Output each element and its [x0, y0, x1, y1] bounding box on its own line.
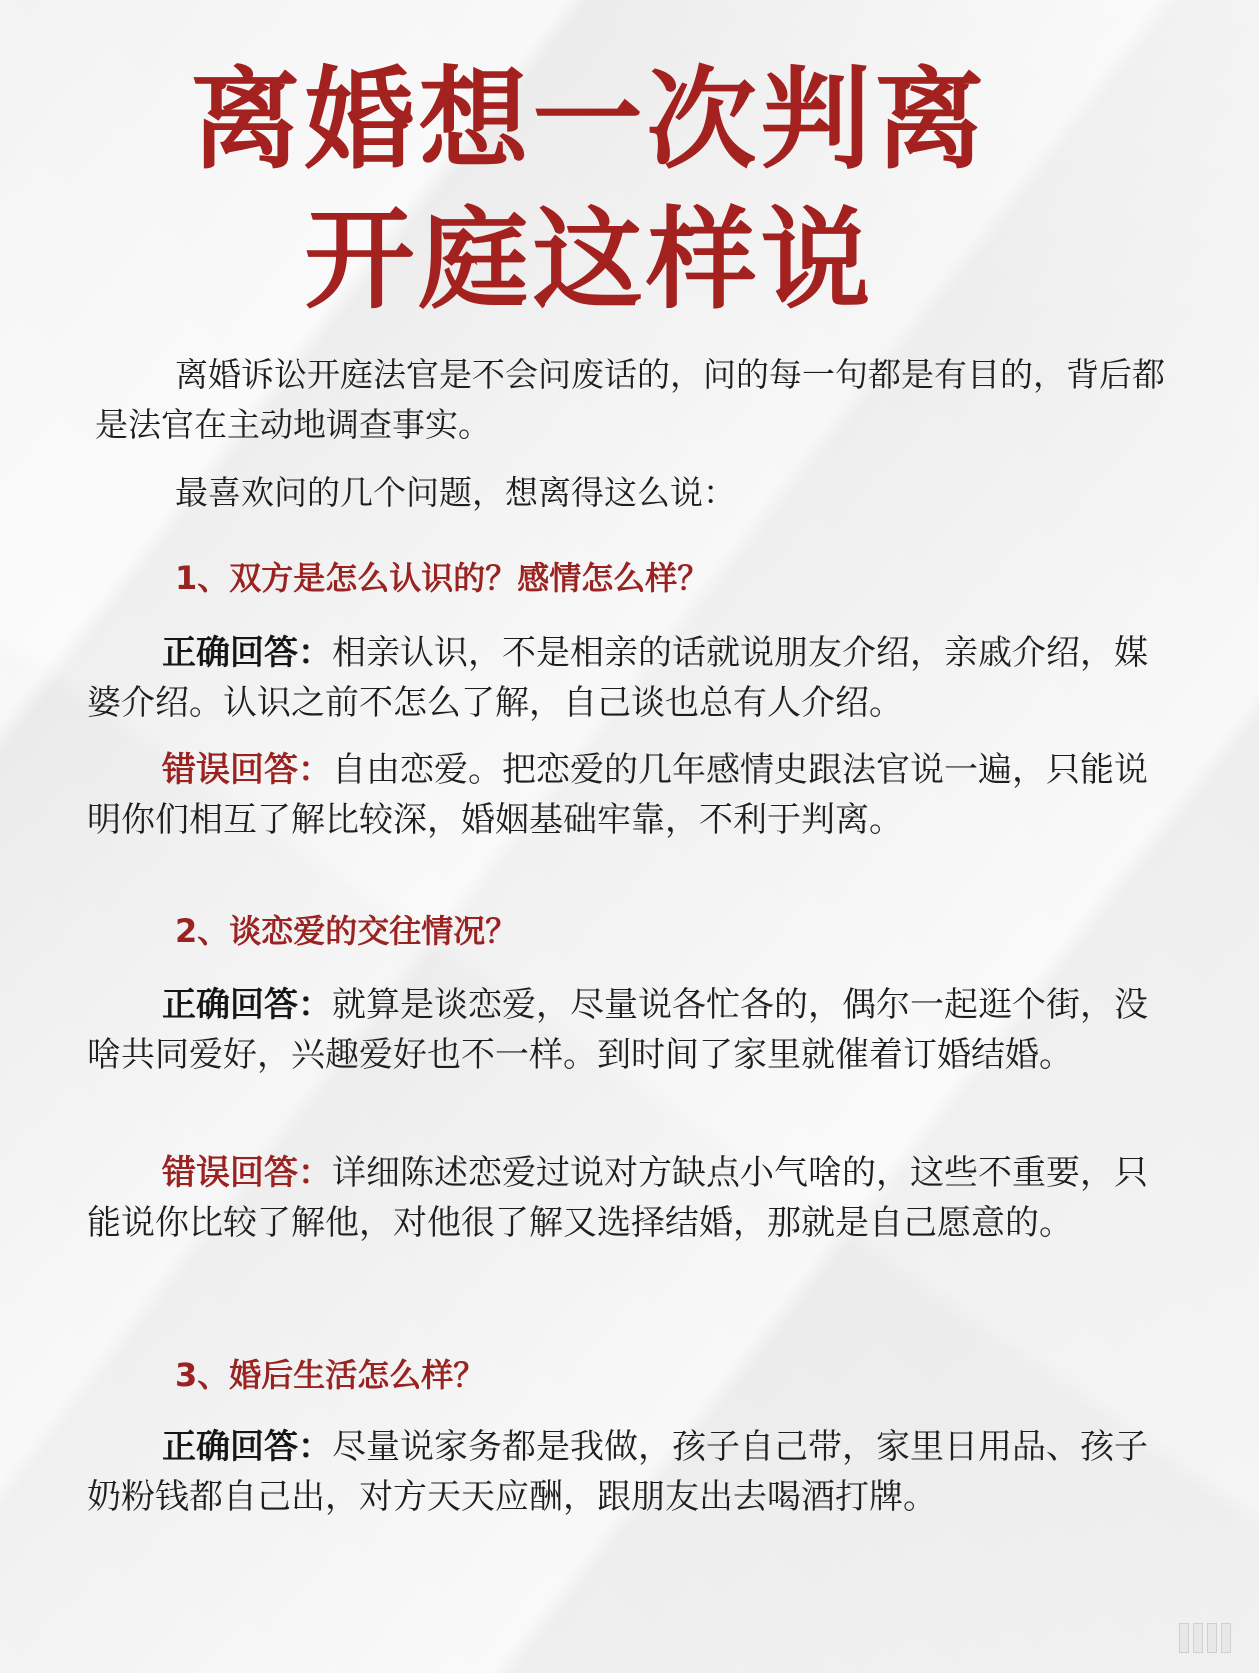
question-3-heading: 3、婚后生活怎么样？: [175, 1356, 486, 1394]
watermark-bar: [1179, 1623, 1189, 1653]
correct-answer-label: 正确回答：: [162, 633, 332, 673]
question-2-heading: 2、谈恋爱的交往情况？: [175, 912, 518, 950]
watermark-mark: [1179, 1623, 1231, 1653]
question-1-wrong-answer: [87, 745, 1167, 845]
watermark-bar: [1207, 1623, 1217, 1653]
question-1-correct-answer: [87, 628, 1167, 728]
intro-lead: 最喜欢问的几个问题，想离得这么说：: [175, 473, 736, 512]
question-2-correct-answer: [87, 980, 1167, 1080]
watermark-bar: [1221, 1623, 1231, 1653]
question-3-correct-answer: [87, 1422, 1167, 1522]
wrong-answer-label: 错误回答：: [162, 750, 332, 790]
watermark-bar: [1193, 1623, 1203, 1653]
wrong-answer-label: 错误回答：: [162, 1153, 332, 1193]
question-1-heading: 1、双方是怎么认识的？感情怎么样？: [175, 559, 710, 597]
page-title-line-1: 离婚想一次判离: [190, 55, 989, 184]
question-2-wrong-answer: [87, 1148, 1167, 1248]
wrong-answer-text: 详细陈述恋爱过说对方缺点小气啥的，这些不重要，只能说你比较了解他，对他很了解又选择结婚，那就是自己愿意的。: [87, 1153, 1148, 1243]
correct-answer-text: 尽量说家务都是我做，孩子自己带，家里日用品、孩子奶粉钱都自己出，对方天天应酬，跟朋友出去喝酒打牌。: [87, 1427, 1148, 1517]
page-title-line-2: 开庭这样说: [304, 195, 875, 324]
wrong-answer-text: 自由恋爱。把恋爱的几年感情史跟法官说一遍，只能说明你们相互了解比较深，婚姻基础牢靠，不利于判离。: [87, 750, 1148, 840]
correct-answer-label: 正确回答：: [162, 1427, 332, 1467]
correct-answer-text: 相亲认识，不是相亲的话就说朋友介绍，亲戚介绍，媒婆介绍。认识之前不怎么了解，自己谈也总有人介绍。: [87, 633, 1148, 723]
correct-answer-text: 就算是谈恋爱，尽量说各忙各的，偶尔一起逛个街，没啥共同爱好，兴趣爱好也不一样。到时间了家里就催着订婚结婚。: [87, 985, 1148, 1075]
intro-paragraph: 离婚诉讼开庭法官是不会问废话的，问的每一句都是有目的，背后都是法官在主动地调查事实。: [95, 355, 1165, 444]
correct-answer-label: 正确回答：: [162, 985, 332, 1025]
